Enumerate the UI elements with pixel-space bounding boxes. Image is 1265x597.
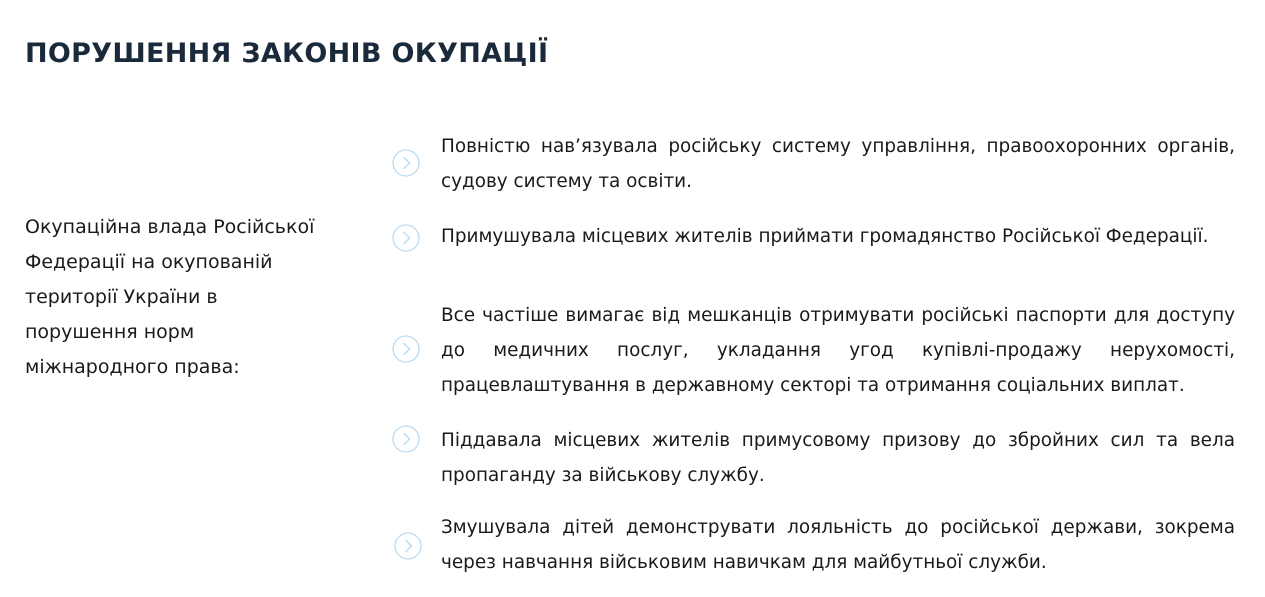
chevron-right-circle-icon xyxy=(392,149,420,177)
list-item xyxy=(390,298,1235,403)
list-item xyxy=(390,423,1235,493)
list-item xyxy=(390,219,1235,254)
page-title: ПОРУШЕННЯ ЗАКОНІВ ОКУПАЦІЇ xyxy=(25,38,549,69)
chevron-right-circle-icon xyxy=(392,335,420,363)
chevron-right-circle-icon xyxy=(394,532,422,560)
list-item-text: Все частіше вимагає від мешканців отримувати російські паспорти для доступу до медичних послуг, укладання угод купівлі-продажу нерухомості, працевлаштування в державному секторі та отримання соціальних виплат. xyxy=(441,305,1235,396)
list-item-text: Примушувала місцевих жителів приймати громадянство Російської Федерації. xyxy=(441,226,1209,247)
chevron-right-circle-icon xyxy=(392,425,420,453)
chevron-right-circle-icon xyxy=(392,224,420,252)
list-item-text: Піддавала місцевих жителів примусовому призову до збройних сил та вела пропаганду за військову службу. xyxy=(441,430,1235,486)
intro-text: Окупаційна влада Російської Федерації на окупованій території України в порушення норм міжнародного права: xyxy=(25,216,315,378)
list-item xyxy=(390,129,1235,199)
list-item-text: Повністю нав’язувала російську систему управління, правоохоронних органів, судову систему та освіти. xyxy=(441,136,1235,192)
list-item xyxy=(390,510,1235,580)
list-item-text: Змушувала дітей демонструвати лояльність до російської держави, зокрема через навчання військовим навичкам для майбутньої служби. xyxy=(441,517,1235,573)
